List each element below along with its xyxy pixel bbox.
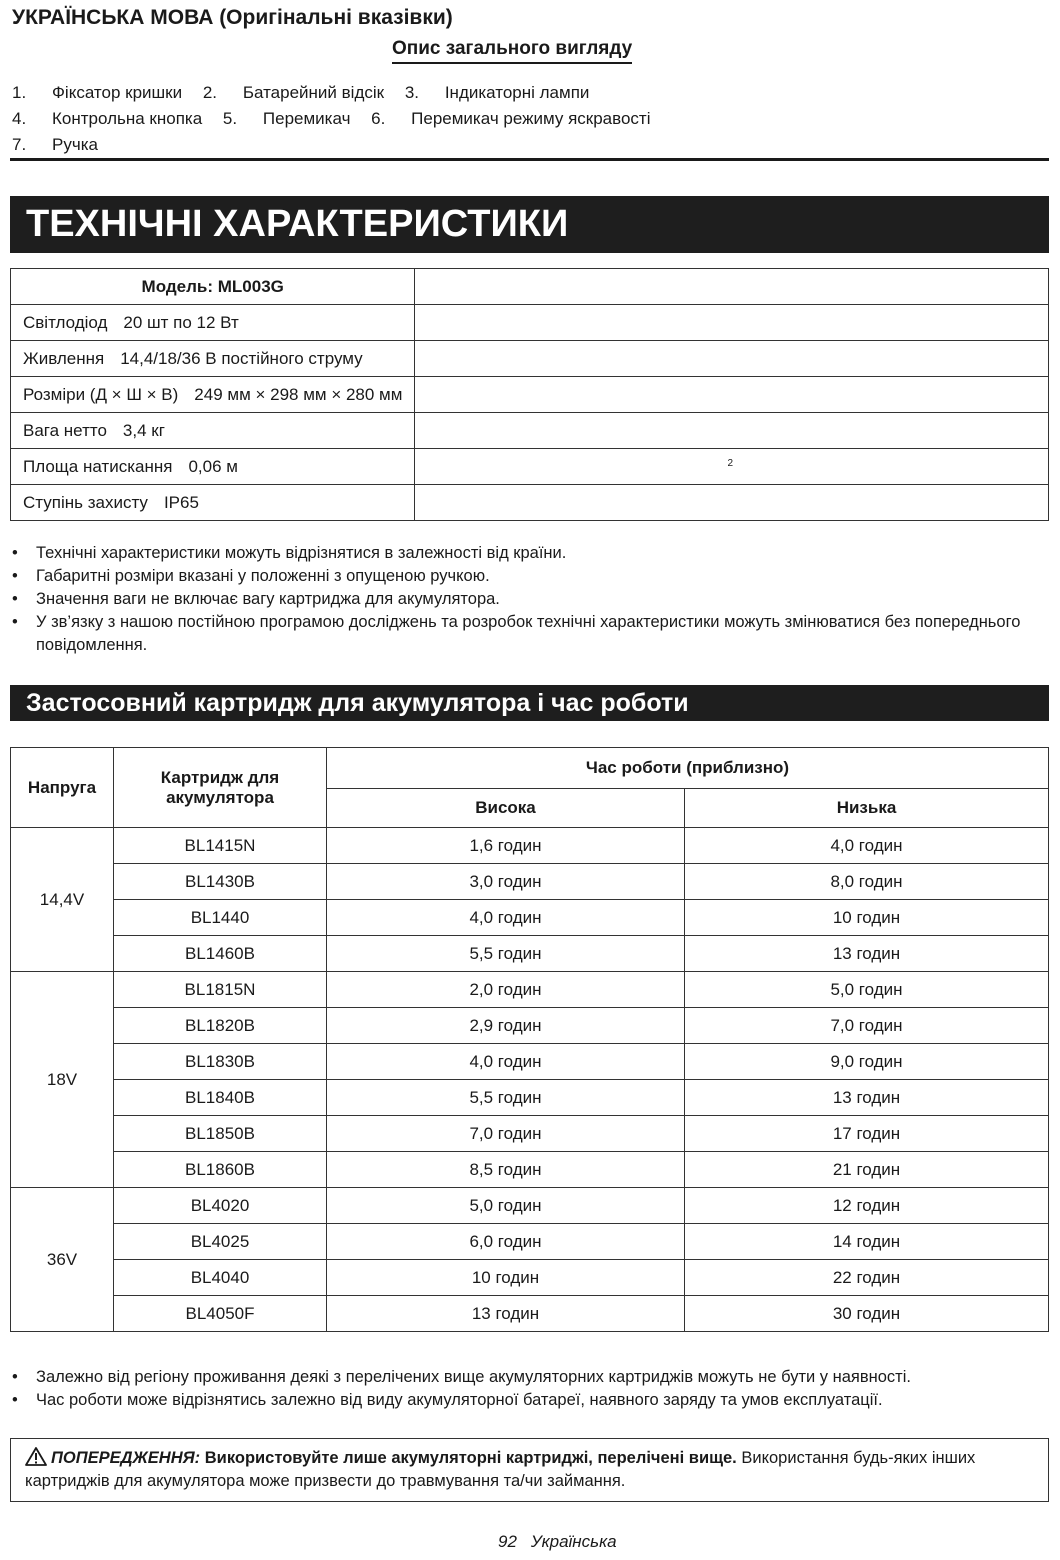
empty-cell bbox=[415, 377, 1049, 413]
part-number: 4. bbox=[12, 109, 27, 128]
spec-value: IP65 bbox=[163, 492, 199, 512]
low-cell: 5,0 годин bbox=[685, 972, 1049, 1008]
table-header-row bbox=[11, 748, 1049, 789]
low-cell: 12 годин bbox=[685, 1188, 1049, 1224]
battery-section-title: Застосовний картридж для акумулятора і час роботи bbox=[10, 685, 1049, 721]
parts-row bbox=[12, 80, 651, 106]
table-row bbox=[11, 485, 1049, 521]
model-cell: BL1850B bbox=[114, 1116, 327, 1152]
spec-cell bbox=[11, 449, 415, 485]
table-row bbox=[11, 900, 1049, 936]
model-cell: BL1815N bbox=[114, 972, 327, 1008]
table-row bbox=[11, 269, 1049, 305]
model-cell: BL1415N bbox=[114, 828, 327, 864]
spec-cell bbox=[11, 413, 415, 449]
table-row bbox=[11, 864, 1049, 900]
table-row bbox=[11, 1296, 1049, 1332]
low-cell: 13 годин bbox=[685, 936, 1049, 972]
warning-box bbox=[10, 1438, 1049, 1502]
part-label: Індикаторні лампи bbox=[444, 83, 590, 102]
table-row bbox=[11, 1152, 1049, 1188]
model-cell: BL1820B bbox=[114, 1008, 327, 1044]
part-number: 3. bbox=[404, 83, 420, 102]
model-cell: BL1860B bbox=[114, 1152, 327, 1188]
parts-list bbox=[12, 80, 651, 158]
table-row bbox=[11, 377, 1049, 413]
specs-table bbox=[10, 268, 1049, 521]
spec-superscript: 2 bbox=[727, 457, 733, 469]
runtime-header: Час роботи (приблизно) bbox=[327, 748, 1049, 789]
high-cell: 4,0 годин bbox=[327, 900, 685, 936]
table-row bbox=[11, 449, 1049, 485]
voltage-cell: 14,4V bbox=[11, 828, 114, 972]
note-item: • Час роботи може відрізнятись залежно від виду акумуляторної батареї, наявного заряду та умов експлуатації. bbox=[12, 1389, 1047, 1412]
part-number: 6. bbox=[371, 109, 386, 128]
divider bbox=[10, 158, 1049, 161]
table-row bbox=[11, 1188, 1049, 1224]
parts-row bbox=[12, 132, 651, 158]
language-title: УКРАЇНСЬКА МОВА (Оригінальні вказівки) bbox=[12, 6, 453, 29]
high-cell: 6,0 годин bbox=[327, 1224, 685, 1260]
model-cell: BL1460B bbox=[114, 936, 327, 972]
note-item: • Технічні характеристики можуть відрізнятися в залежності від країни. bbox=[12, 542, 1047, 565]
high-cell: 8,5 годин bbox=[327, 1152, 685, 1188]
high-cell: 5,5 годин bbox=[327, 1080, 685, 1116]
voltage-header: Напруга bbox=[11, 748, 114, 828]
high-cell: 5,0 годин bbox=[327, 1188, 685, 1224]
low-cell: 9,0 годин bbox=[685, 1044, 1049, 1080]
table-row bbox=[11, 936, 1049, 972]
note-item: • Габаритні розміри вказані у положенні з опущеною ручкою. bbox=[12, 565, 1047, 588]
model-cell: BL1440 bbox=[114, 900, 327, 936]
spec-cell bbox=[11, 377, 415, 413]
part-number: 5. bbox=[222, 109, 238, 128]
model-cell: BL1840B bbox=[114, 1080, 327, 1116]
part-label: Ручка bbox=[52, 135, 98, 154]
empty-cell bbox=[415, 269, 1049, 305]
battery-table bbox=[10, 747, 1049, 1332]
part-label: Батарейний відсік bbox=[242, 83, 385, 102]
high-cell: 1,6 годин bbox=[327, 828, 685, 864]
page-footer bbox=[498, 1532, 617, 1552]
part-label: Перемикач режиму яскравості bbox=[411, 109, 651, 128]
note-item: • Значення ваги не включає вагу картриджа для акумулятора. bbox=[12, 588, 1047, 611]
low-cell: 7,0 годин bbox=[685, 1008, 1049, 1044]
table-row bbox=[11, 1044, 1049, 1080]
table-row bbox=[11, 1080, 1049, 1116]
model-cell: BL1830B bbox=[114, 1044, 327, 1080]
superscript-cell bbox=[415, 449, 1049, 485]
table-row bbox=[11, 828, 1049, 864]
warning-triangle-icon bbox=[25, 1447, 47, 1466]
part-number: 2. bbox=[202, 83, 218, 102]
model-cell: BL4040 bbox=[114, 1260, 327, 1296]
parts-row bbox=[12, 106, 651, 132]
model-label: Модель: ML003G bbox=[11, 269, 415, 305]
model-cell: BL4025 bbox=[114, 1224, 327, 1260]
low-cell: 14 годин bbox=[685, 1224, 1049, 1260]
spec-cell bbox=[11, 485, 415, 521]
spec-cell bbox=[11, 305, 415, 341]
low-cell: 22 годин bbox=[685, 1260, 1049, 1296]
table-row bbox=[11, 341, 1049, 377]
section-title: Опис загального вигляду bbox=[392, 38, 632, 64]
low-cell: 21 годин bbox=[685, 1152, 1049, 1188]
high-header: Висока bbox=[327, 789, 685, 828]
empty-cell bbox=[415, 413, 1049, 449]
high-cell: 13 годин bbox=[327, 1296, 685, 1332]
spec-value: 14,4/18/36 В постійного струму bbox=[120, 348, 363, 368]
spec-label: Ступінь захисту bbox=[23, 492, 148, 512]
empty-cell bbox=[415, 305, 1049, 341]
battery-notes bbox=[12, 1366, 1047, 1412]
spec-value: 0,06 м bbox=[188, 456, 238, 476]
spec-label: Світлодіод bbox=[23, 312, 108, 332]
model-cell: BL4020 bbox=[114, 1188, 327, 1224]
part-number: 1. bbox=[12, 83, 27, 102]
low-cell: 4,0 годин bbox=[685, 828, 1049, 864]
spec-label: Живлення bbox=[23, 348, 105, 368]
spec-value: 3,4 кг bbox=[122, 420, 165, 440]
empty-cell bbox=[415, 341, 1049, 377]
high-cell: 7,0 годин bbox=[327, 1116, 685, 1152]
spec-label: Розміри (Д × Ш × В) bbox=[23, 384, 179, 404]
low-cell: 17 годин bbox=[685, 1116, 1049, 1152]
table-row bbox=[11, 1008, 1049, 1044]
table-row bbox=[11, 1260, 1049, 1296]
voltage-cell: 18V bbox=[11, 972, 114, 1188]
table-row bbox=[11, 1116, 1049, 1152]
part-label: Контрольна кнопка bbox=[52, 109, 203, 128]
voltage-cell: 36V bbox=[11, 1188, 114, 1332]
high-cell: 2,0 годин bbox=[327, 972, 685, 1008]
high-cell: 5,5 годин bbox=[327, 936, 685, 972]
warning-strong-text: Використовуйте лише акумуляторні картриджі, перелічені вище. bbox=[204, 1449, 737, 1467]
model-cell: BL1430B bbox=[114, 864, 327, 900]
note-item: • Залежно від регіону проживання деякі з перелічених вище акумуляторних картриджів можуть не бути у наявності. bbox=[12, 1366, 1047, 1389]
footer-language: Українська bbox=[530, 1532, 617, 1551]
low-cell: 30 годин bbox=[685, 1296, 1049, 1332]
table-row bbox=[11, 413, 1049, 449]
spec-cell bbox=[11, 341, 415, 377]
spec-label: Вага нетто bbox=[23, 420, 107, 440]
part-label: Фіксатор кришки bbox=[52, 83, 183, 102]
spec-label: Площа натискання bbox=[23, 456, 173, 476]
high-cell: 3,0 годин bbox=[327, 864, 685, 900]
table-row bbox=[11, 1224, 1049, 1260]
table-row bbox=[11, 972, 1049, 1008]
low-cell: 8,0 годин bbox=[685, 864, 1049, 900]
specs-notes bbox=[12, 542, 1047, 657]
part-number: 7. bbox=[12, 135, 27, 154]
model-cell: BL4050F bbox=[114, 1296, 327, 1332]
high-cell: 2,9 годин bbox=[327, 1008, 685, 1044]
table-row bbox=[11, 305, 1049, 341]
part-label: Перемикач bbox=[262, 109, 351, 128]
low-cell: 13 годин bbox=[685, 1080, 1049, 1116]
low-cell: 10 годин bbox=[685, 900, 1049, 936]
warning-label: ПОПЕРЕДЖЕННЯ: bbox=[51, 1449, 201, 1467]
high-cell: 4,0 годин bbox=[327, 1044, 685, 1080]
cartridge-header: Картридж для акумулятора bbox=[114, 748, 327, 828]
high-cell: 10 годин bbox=[327, 1260, 685, 1296]
warning-text: Використання будь-яких інших картриджів для акумулятора може призвести до травмування та/чи займання. bbox=[25, 1449, 976, 1490]
specs-title: ТЕХНІЧНІ ХАРАКТЕРИСТИКИ bbox=[10, 196, 1049, 253]
spec-value: 20 шт по 12 Вт bbox=[123, 312, 239, 332]
low-header: Низька bbox=[685, 789, 1049, 828]
spec-value: 249 мм × 298 мм × 280 мм bbox=[194, 384, 403, 404]
page-number: 92 bbox=[498, 1532, 517, 1551]
note-item: • У зв’язку з нашою постійною програмою досліджень та розробок технічні характеристики можуть змінюватися без попереднього повідомлення. bbox=[12, 611, 1047, 657]
empty-cell bbox=[415, 485, 1049, 521]
